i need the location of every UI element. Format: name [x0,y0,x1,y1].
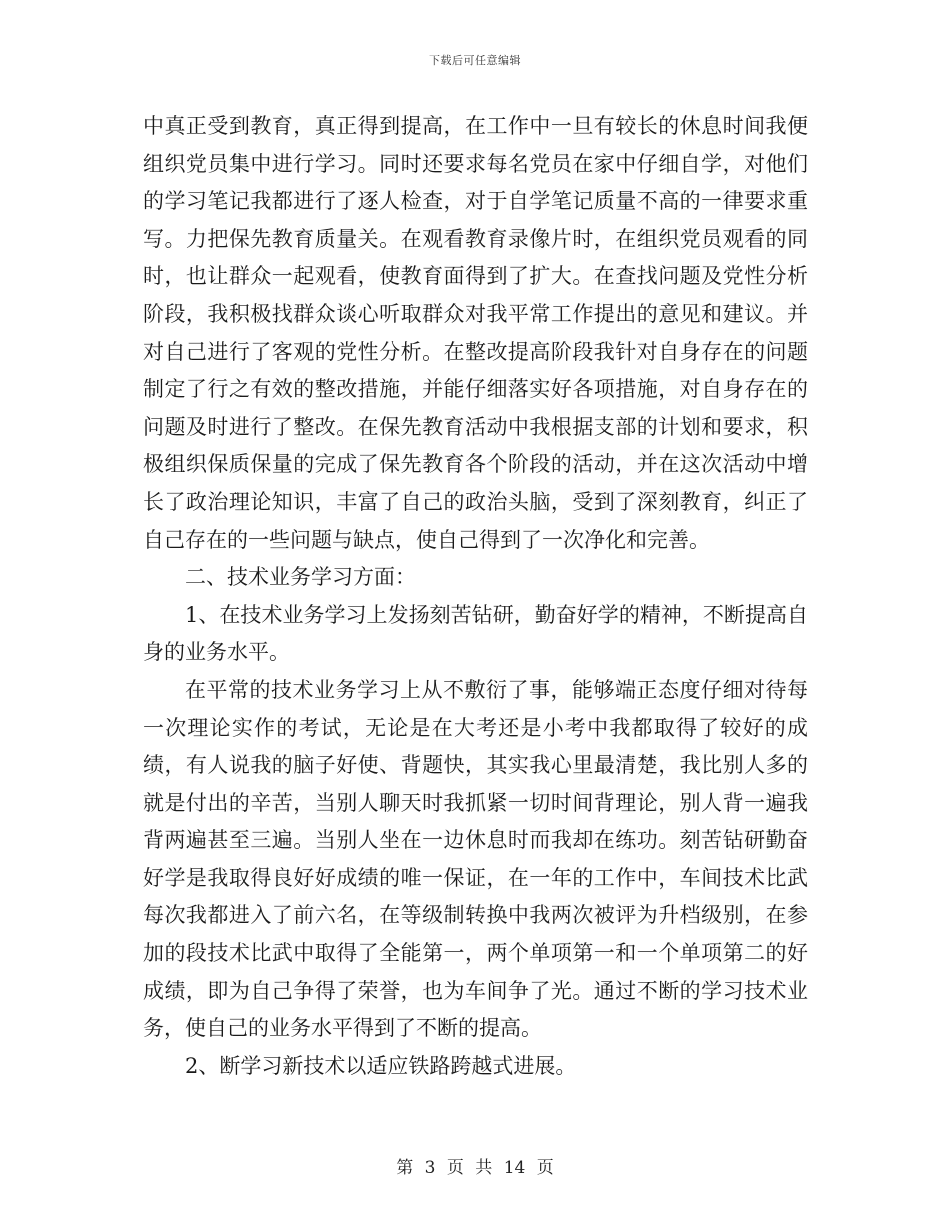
section-heading: 二、技术业务学习方面： [185,565,416,590]
paragraph: 在平常的技术业务学习上从不敷衍了事，能够端正态度仔细对待每一次理论实作的考试，无论是在大考还是小考中我都取得了较好的成绩，有人说我的脑子好使、背题快，其实我心里最清楚，我比别人多的就是付出的辛苦，当别人聊天时我抓紧一切时间背理论，别人背一遍我背两遍甚至三遍。当别人坐在一边休息时而我却在练功。刻苦钻研勤奋好学是我取得良好好成绩的唯一保证，在一年的工作中，车间技术比武每次我都进入了前六名，在等级制转换中我两次被评为升档级别，在参加的段技术比武中取得了全能第一，两个单项第一和一个单项第二的好成绩，即为自己争得了荣誉，也为车间争了光。通过不断的学习技术业务，使自己的业务水平得到了不断的提高。 [143,677,808,1041]
paragraph-continued: 中真正受到教育，真正得到提高，在工作中一旦有较长的休息时间我便组织党员集中进行学习。同时还要求每名党员在家中仔细自学，对他们的学习笔记我都进行了逐人检查，对于自学笔记质量不高的一律要求重写。力把保先教育质量关。在观看教育录像片时，在组织党员观看的同时，也让群众一起观看，使教育面得到了扩大。在查找问题及党性分析阶段，我积极找群众谈心听取群众对我平常工作提出的意见和建议。并对自己进行了客观的党性分析。在整改提高阶段我针对自身存在的问题制定了行之有效的整改措施，并能仔细落实好各项措施，对自身存在的问题及时进行了整改。在保先教育活动中我根据支部的计划和要求，积极组织保质保量的完成了保先教育各个阶段的活动，并在这次活动中增长了政治理论知识，丰富了自己的政治头脑，受到了深刻教育，纠正了自己存在的一些问题与缺点，使自己得到了一次净化和完善。 [143,114,808,552]
page-header: 下载后可任意编辑 [429,54,521,67]
document-body [143,108,808,1085]
subsection-heading: 2、断学习新技术以适应铁路跨越式进展。 [185,1053,577,1078]
page-number: 第 3 页 共 14 页 [396,1158,554,1178]
subsection-heading: 1、在技术业务学习上发扬刻苦钻研，勤奋好学的精神，不断提高自身的业务水平。 [143,602,808,665]
